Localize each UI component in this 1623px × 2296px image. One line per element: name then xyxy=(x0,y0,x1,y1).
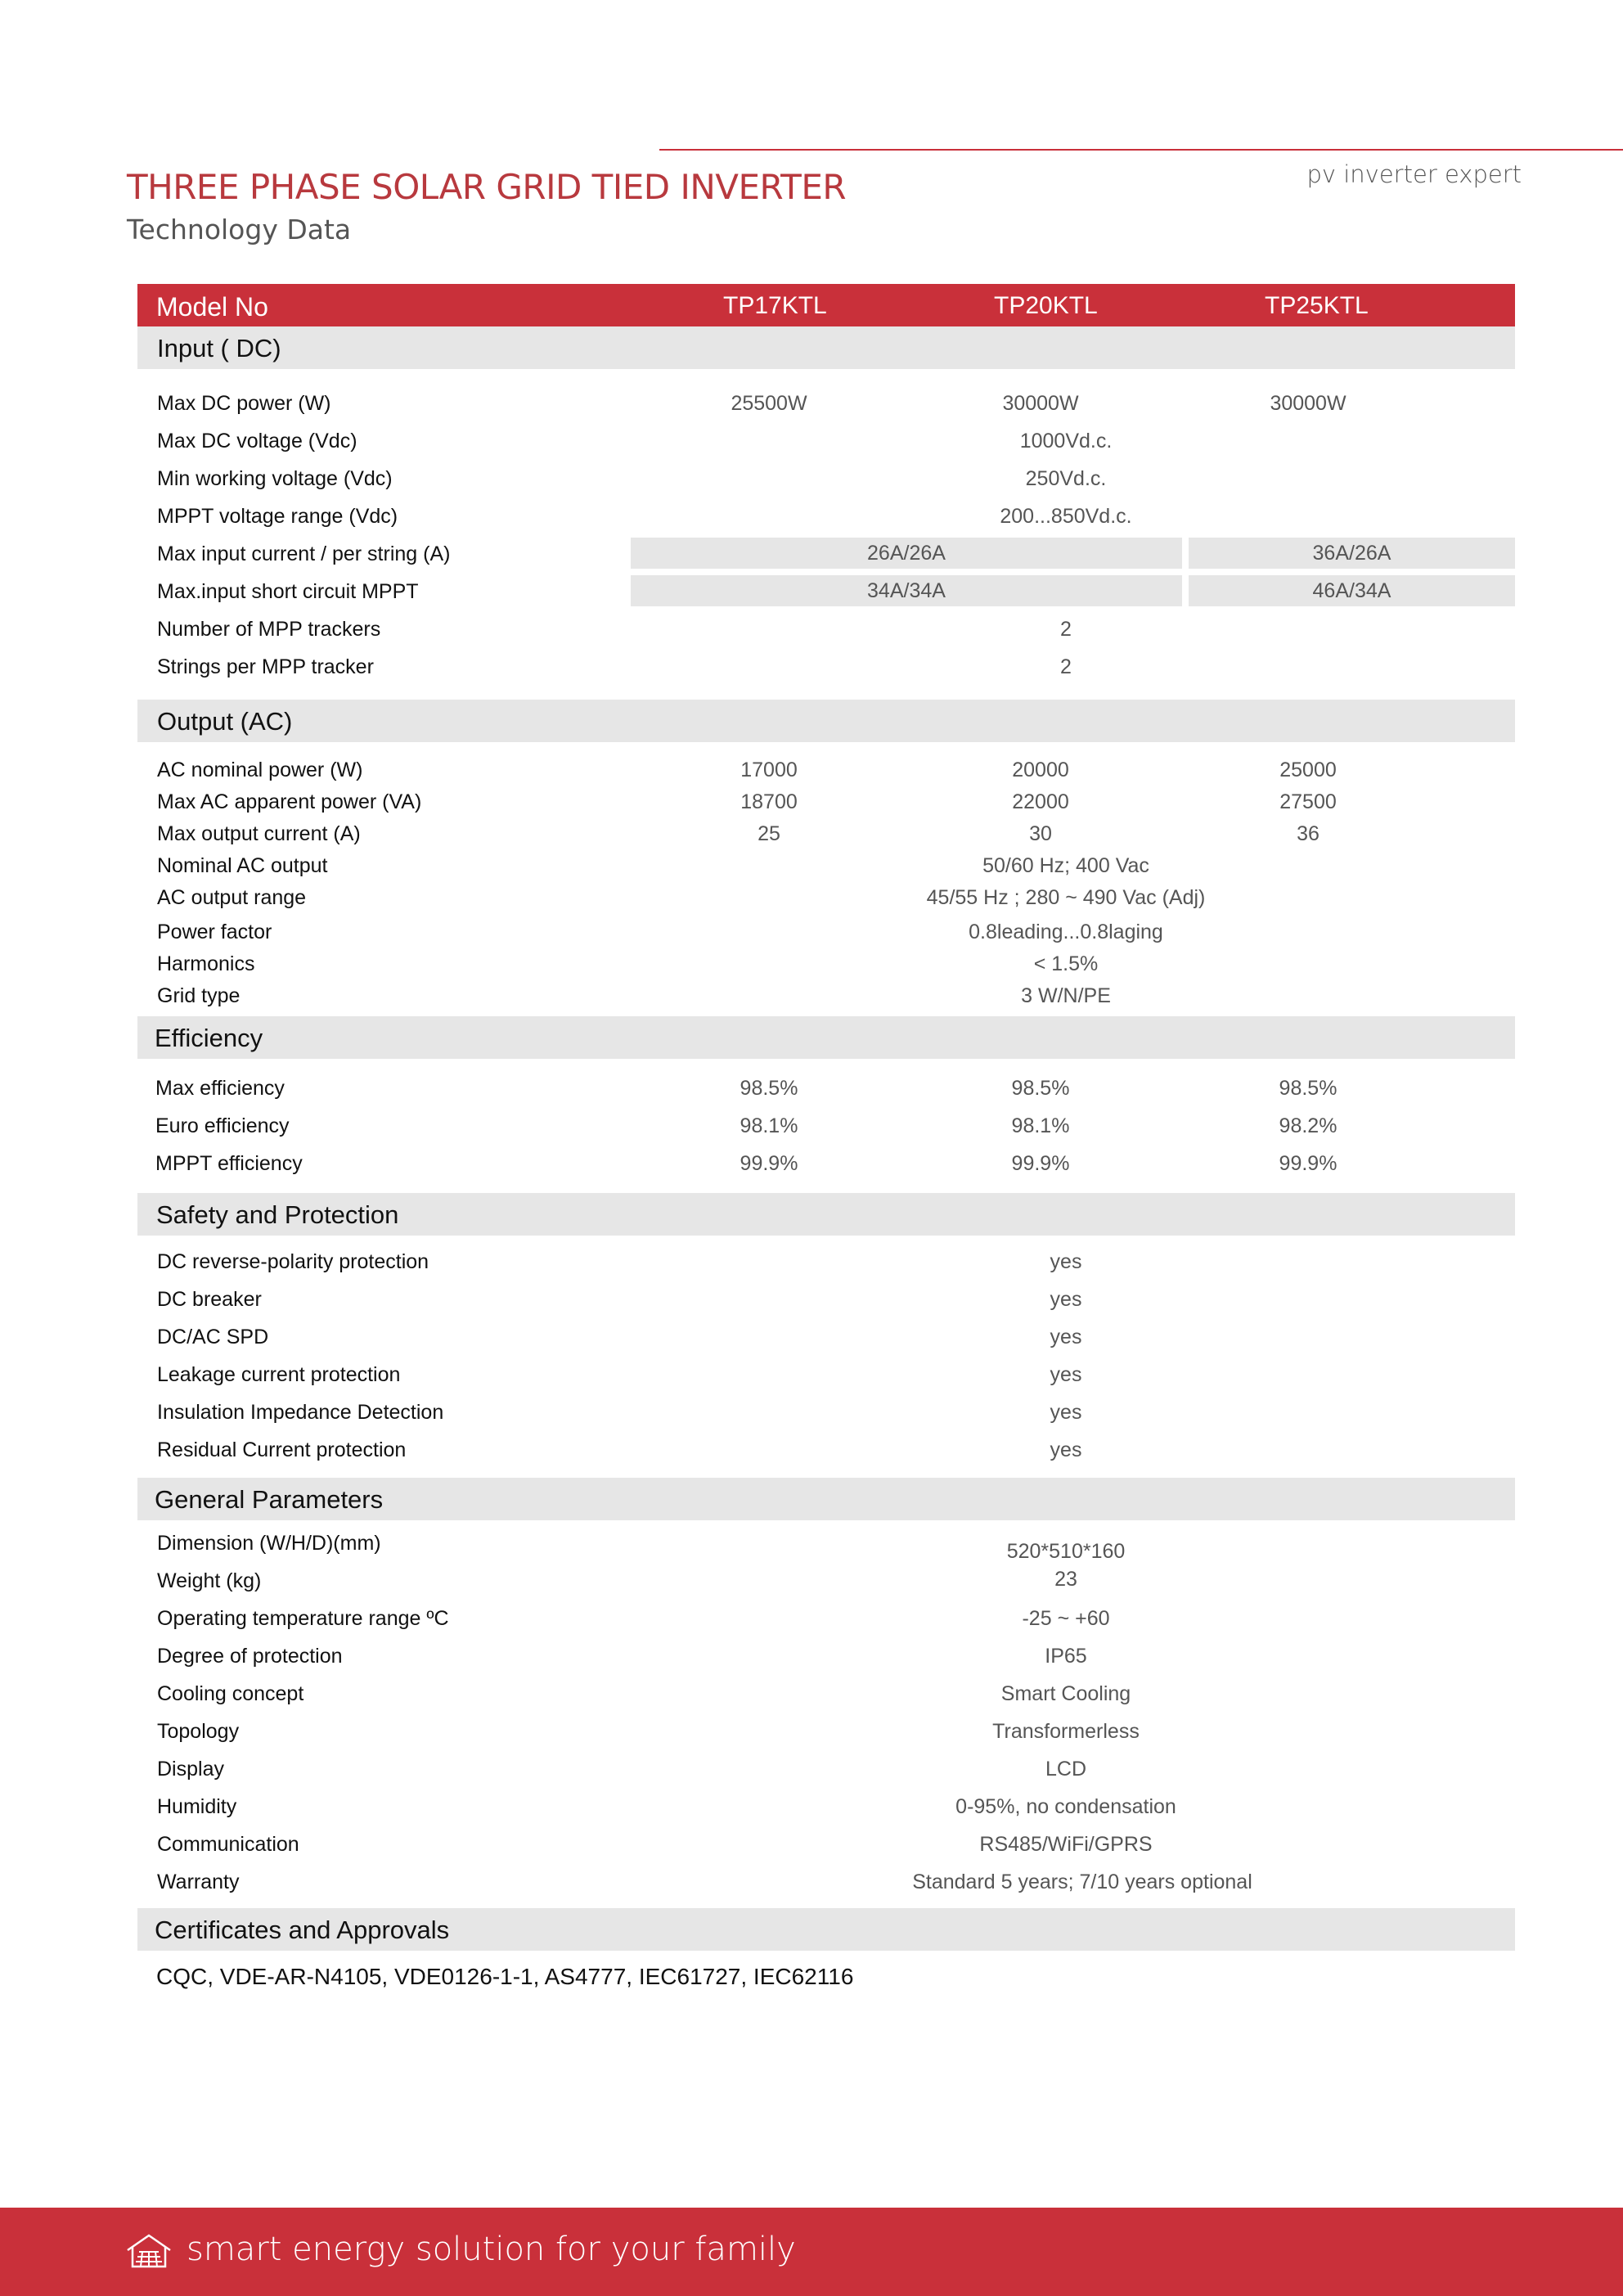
table-row: Communication RS485/WiFi/GPRS xyxy=(157,1833,1153,1856)
table-row: Grid type 3 W/N/PE xyxy=(157,984,1111,1007)
table-row: Residual Current protection yes xyxy=(157,1438,1082,1461)
table-row: Humidity 0-95%, no condensation xyxy=(157,1795,1176,1818)
table-row: DC reverse-polarity protection yes xyxy=(157,1250,1082,1273)
table-row: AC nominal power (W) 17000 20000 25000 xyxy=(157,759,1337,781)
table-row: Nominal AC output 50/60 Hz; 400 Vac xyxy=(157,854,1149,877)
house-solar-icon xyxy=(124,2232,173,2270)
model-label: Model No xyxy=(156,292,268,322)
section-title: Safety and Protection xyxy=(156,1200,399,1229)
tagline: pv inverter expert xyxy=(1306,160,1522,188)
table-row: Topology Transformerless xyxy=(157,1720,1140,1743)
table-row: Euro efficiency 98.1% 98.1% 98.2% xyxy=(155,1114,1338,1137)
table-row: Cooling concept Smart Cooling xyxy=(157,1682,1131,1705)
section-certificates xyxy=(137,1908,1515,1951)
table-row: Display LCD xyxy=(157,1758,1086,1781)
document-subtitle: Technology Data xyxy=(127,214,352,245)
model-header-row xyxy=(137,284,1515,326)
table-row: Leakage current protection yes xyxy=(157,1363,1082,1386)
model-tp25ktl: TP25KTL xyxy=(1265,292,1369,319)
table-row: Max DC voltage (Vdc) 1000Vd.c. xyxy=(157,430,1113,452)
certificates-list: CQC, VDE-AR-N4105, VDE0126-1-1, AS4777, IEC61727, IEC62116 xyxy=(156,1964,854,1989)
footer-banner xyxy=(0,2208,1623,2296)
table-row: Max.input short circuit MPPT 34A/34A 46A/34A xyxy=(137,572,1515,610)
table-row: Insulation Impedance Detection yes xyxy=(157,1401,1082,1424)
section-safety xyxy=(137,1193,1515,1236)
table-row: Max output current (A) 25 30 36 xyxy=(157,822,1320,845)
table-row: DC/AC SPD yes xyxy=(157,1326,1082,1348)
table-row: Max efficiency 98.5% 98.5% 98.5% xyxy=(155,1077,1338,1100)
table-row: Warranty Standard 5 years; 7/10 years optional xyxy=(157,1871,1252,1893)
section-output xyxy=(137,700,1515,742)
table-row: Degree of protection IP65 xyxy=(157,1645,1087,1668)
table-row: MPPT voltage range (Vdc) 200...850Vd.c. xyxy=(157,505,1132,528)
section-general xyxy=(137,1478,1515,1520)
section-input xyxy=(137,326,1515,369)
table-row: Strings per MPP tracker 2 xyxy=(157,655,1072,678)
header-rule xyxy=(659,149,1623,151)
table-row: Max input current / per string (A) 26A/26A 36A/26A xyxy=(137,534,1515,572)
footer-slogan: smart energy solution for your family xyxy=(187,2231,796,2268)
table-row: DC breaker yes xyxy=(157,1288,1082,1311)
model-tp17ktl: TP17KTL xyxy=(723,292,827,319)
document-title: THREE PHASE SOLAR GRID TIED INVERTER xyxy=(127,167,847,207)
section-title: Output (AC) xyxy=(157,707,293,736)
spec-table xyxy=(137,284,1515,2000)
section-efficiency xyxy=(137,1016,1515,1059)
table-row: Power factor 0.8leading...0.8laging xyxy=(157,921,1163,943)
section-title: Efficiency xyxy=(155,1024,263,1052)
table-row: Min working voltage (Vdc) 250Vd.c. xyxy=(157,467,1107,490)
table-row: Number of MPP trackers 2 xyxy=(157,618,1072,641)
table-row: Weight (kg) 23 xyxy=(157,1568,1077,1592)
table-row: Harmonics < 1.5% xyxy=(157,952,1099,975)
section-title: Certificates and Approvals xyxy=(155,1916,450,1944)
table-row: MPPT efficiency 99.9% 99.9% 99.9% xyxy=(155,1152,1338,1175)
model-tp20ktl: TP20KTL xyxy=(994,292,1098,319)
table-row: AC output range 45/55 Hz ; 280 ~ 490 Vac (Adj) xyxy=(157,886,1206,909)
table-row: Dimension (W/H/D)(mm) 520*510*160 xyxy=(157,1532,1126,1563)
table-row: Max DC power (W) 25500W 30000W 30000W xyxy=(157,392,1347,415)
table-row: Operating temperature range ºC -25 ~ +60 xyxy=(157,1607,1110,1630)
section-title: General Parameters xyxy=(155,1485,384,1514)
section-title: Input ( DC) xyxy=(157,334,281,362)
table-row: Max AC apparent power (VA) 18700 22000 27500 xyxy=(157,790,1337,813)
